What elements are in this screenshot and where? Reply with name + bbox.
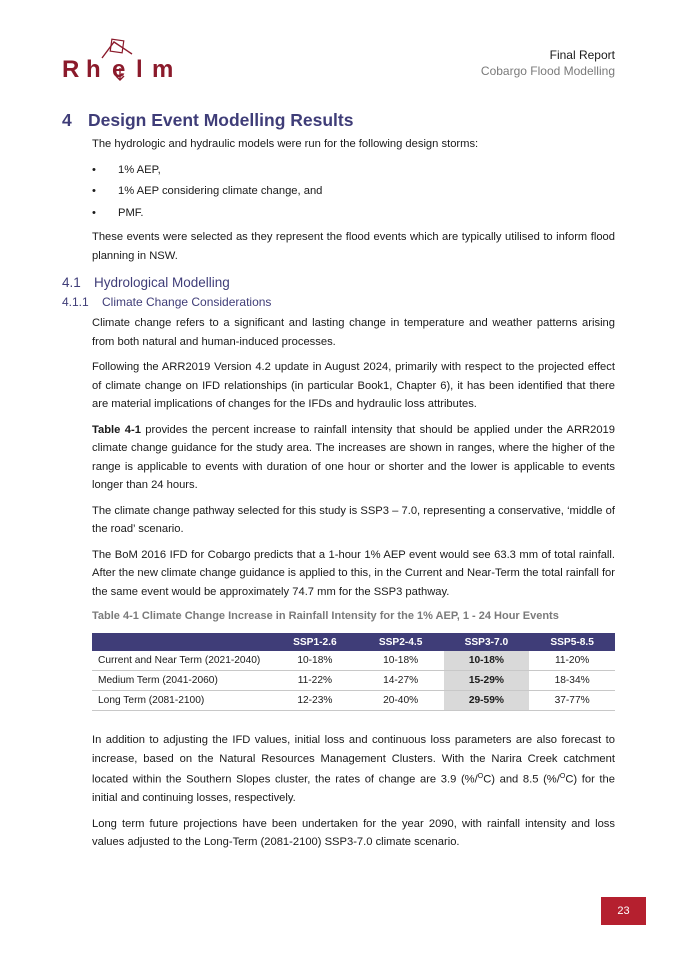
table-caption: Table 4-1 Climate Change Increase in Rainfall Intensity for the 1% AEP, 1 - 24 Hour Events bbox=[92, 610, 559, 622]
body-paragraph: Following the ARR2019 Version 4.2 update in August 2024, primarily with respect to the projected effect of climate change on IFD relationships (in particular Book1, Chapter 6), it has been identified that there are material implications of changes for the IFDs and hydraulic loss attributes. bbox=[92, 361, 615, 410]
table-cell: 20-40% bbox=[358, 691, 444, 711]
table-row bbox=[92, 691, 615, 711]
table-cell: 14-27% bbox=[358, 671, 444, 691]
logo-letter: R bbox=[62, 56, 80, 83]
section-intro: The hydrologic and hydraulic models were run for the following design storms: bbox=[92, 138, 479, 150]
section-title: Design Event Modelling Results bbox=[88, 110, 354, 130]
list-item: • 1% AEP considering climate change, and bbox=[92, 182, 615, 201]
subsection-number: 4.1 bbox=[62, 275, 81, 290]
body-paragraph: The BoM 2016 IFD for Cobargo predicts that a 1-hour 1% AEP event would see 63.3 mm of total rainfall. After the new climate change guidance is applied to this, in the Current and Near-Term the total rainfall for the same event would be approximately 74.7 mm for the SSP3 pathway. bbox=[92, 548, 615, 598]
subsubsection-number: 4.1.1 bbox=[62, 295, 89, 309]
body-paragraph: Climate change refers to a significant and lasting change in temperature and weather patterns arising from both natural and human-induced processes. bbox=[92, 317, 615, 348]
design-storm-list bbox=[92, 161, 615, 223]
table-cell: 10-18% bbox=[272, 651, 358, 671]
table-header-cell: SSP1-2.6 bbox=[272, 633, 358, 651]
table-cell: 12-23% bbox=[272, 691, 358, 711]
table-cell: 11-20% bbox=[529, 651, 615, 671]
table-cell: 11-22% bbox=[272, 671, 358, 691]
logo-letter: l bbox=[136, 56, 143, 83]
table-cell-highlighted: 29-59% bbox=[444, 691, 530, 711]
list-item: • 1% AEP, bbox=[92, 161, 615, 180]
report-header bbox=[481, 47, 615, 79]
subsubsection-title: Climate Change Considerations bbox=[102, 295, 272, 309]
body-paragraph: The climate change pathway selected for this study is SSP3 – 7.0, representing a conservative, ‘middle of the road’ scenario. bbox=[92, 504, 615, 535]
table-cell: Long Term (2081-2100) bbox=[92, 691, 272, 711]
table-cell: 37-77% bbox=[529, 691, 615, 711]
subsubsection-heading bbox=[62, 294, 615, 311]
climate-change-table bbox=[92, 633, 615, 711]
table-reference: Table 4-1 bbox=[92, 423, 141, 436]
body-paragraph: Long term future projections have been undertaken for the year 2090, with rainfall intensity and loss values adjusted to the Long-Term (2081-2100) SSP3-7.0 climate scenario. bbox=[92, 817, 615, 849]
body-paragraph: In addition to adjusting the IFD values, initial loss and continuous loss parameters are also forecast to increase, based on the Natural Resources Management Clusters. With the Narira Creek catchment located within the Southern Slopes cluster, the rates of change are 3.9 (%/$^O$C) and 8.5 (%/$^O$C) for the initial and continuing losses, respectively. bbox=[92, 734, 615, 805]
table-cell-highlighted: 15-29% bbox=[444, 671, 530, 691]
logo-letter: m bbox=[152, 56, 174, 83]
logo-letter: h bbox=[86, 56, 101, 83]
table-cell: Medium Term (2041-2060) bbox=[92, 671, 272, 691]
report-title: Final Report bbox=[549, 48, 615, 62]
body-paragraph: Table 4-1 provides the percent increase to rainfall intensity that should be applied under the ARR2019 climate change guidance for the study area. The increases are shown in ranges, where the higher of the range is applicable to events with duration of one hour or shorter and the lower is applicable to events longer than 24 hours. bbox=[92, 423, 615, 491]
table-header-cell bbox=[92, 633, 272, 651]
subsection-title: Hydrological Modelling bbox=[94, 275, 230, 290]
page-content bbox=[62, 108, 615, 859]
table-header-row bbox=[92, 633, 615, 651]
table-header-cell: SSP5-8.5 bbox=[529, 633, 615, 651]
section-number: 4 bbox=[62, 110, 72, 130]
table-header-cell: SSP2-4.5 bbox=[358, 633, 444, 651]
table-cell: Current and Near Term (2021-2040) bbox=[92, 651, 272, 671]
section-heading bbox=[62, 108, 615, 132]
bullet-icon: • bbox=[92, 206, 96, 219]
company-logo bbox=[62, 38, 182, 82]
table-header-cell: SSP3-7.0 bbox=[444, 633, 530, 651]
table-cell: 10-18% bbox=[358, 651, 444, 671]
table-row bbox=[92, 671, 615, 691]
section-paragraph: These events were selected as they represent the flood events which are typically utilised to inform flood planning in NSW. bbox=[92, 231, 615, 262]
table-cell: 18-34% bbox=[529, 671, 615, 691]
table-row bbox=[92, 651, 615, 671]
bullet-icon: • bbox=[92, 163, 96, 176]
table-cell-highlighted: 10-18% bbox=[444, 651, 530, 671]
report-subtitle: Cobargo Flood Modelling bbox=[480, 64, 615, 78]
logo-letter: e bbox=[112, 56, 126, 83]
page-number: 23 bbox=[601, 897, 646, 925]
list-item: • PMF. bbox=[92, 204, 615, 223]
subsection-heading bbox=[62, 273, 615, 292]
bullet-icon: • bbox=[92, 185, 96, 197]
